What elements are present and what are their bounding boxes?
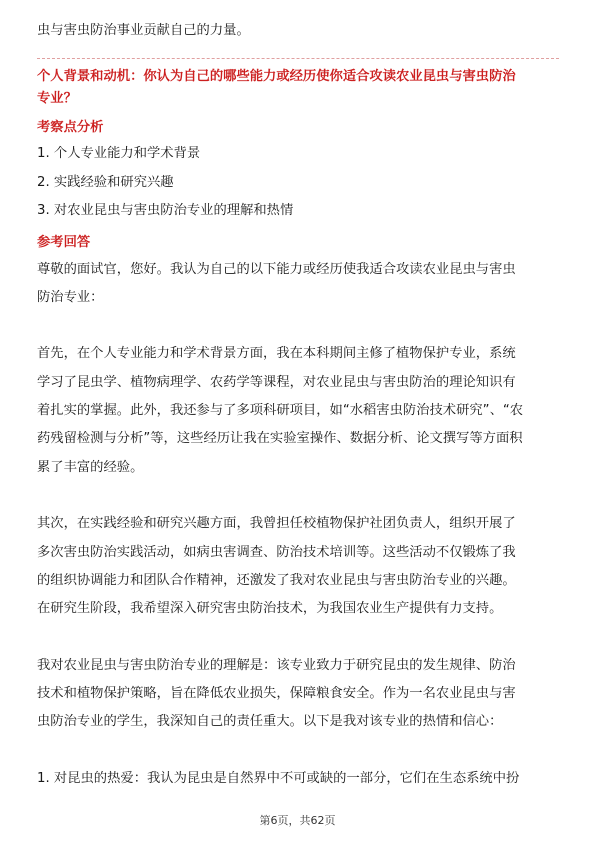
answer-p2-line: 累了丰富的经验。 — [37, 460, 144, 475]
answer-p4-line: 技术和植物保护策略，旨在降低农业损失，保障粮食安全。作为一名农业昆虫与害 — [37, 686, 516, 701]
analysis-item: 2. 实践经验和研究兴趣 — [37, 175, 174, 190]
page-number: 第6页，共62页 — [259, 814, 336, 827]
analysis-heading: 考察点分析 — [37, 120, 104, 135]
answer-p3-line: 在研究生阶段，我希望深入研究害虫防治技术，为我国农业生产提供有力支持。 — [37, 601, 503, 616]
answer-p2-line: 药残留检测与分析”等，这些经历让我在实验室操作、数据分析、论文撰写等方面积 — [37, 431, 523, 446]
analysis-item: 1. 个人专业能力和学术背景 — [37, 146, 201, 161]
intro-tail: 虫与害虫防治事业贡献自己的力量。 — [37, 23, 250, 38]
answer-p3-line: 多次害虫防治实践活动，如病虫害调查、防治技术培训等。这些活动不仅锻炼了我 — [37, 545, 516, 560]
question-line-1: 个人背景和动机：你认为自己的哪些能力或经历使你适合攻读农业昆虫与害虫防治 — [37, 69, 516, 84]
answer-p5-line: 1. 对昆虫的热爱：我认为昆虫是自然界中不可或缺的一部分，它们在生态系统中扮 — [37, 771, 520, 786]
answer-p1-line: 防治专业： — [37, 290, 104, 305]
question-divider — [37, 58, 559, 59]
analysis-item: 3. 对农业昆虫与害虫防治专业的理解和热情 — [37, 203, 294, 218]
answer-p2-line: 着扎实的掌握。此外，我还参与了多项科研项目，如“水稻害虫防治技术研究”、“农 — [37, 403, 524, 418]
answer-p4-line: 我对农业昆虫与害虫防治专业的理解是：该专业致力于研究昆虫的发生规律、防治 — [37, 658, 516, 673]
answer-p2-line: 学习了昆虫学、植物病理学、农药学等课程，对农业昆虫与害虫防治的理论知识有 — [37, 375, 516, 390]
answer-p2-line: 首先，在个人专业能力和学术背景方面，我在本科期间主修了植物保护专业，系统 — [37, 346, 516, 361]
answer-p4-line: 虫防治专业的学生，我深知自己的责任重大。以下是我对该专业的热情和信心： — [37, 714, 503, 729]
answer-p3-line: 其次，在实践经验和研究兴趣方面，我曾担任校植物保护社团负责人，组织开展了 — [37, 516, 516, 531]
answer-p3-line: 的组织协调能力和团队合作精神，还激发了我对农业昆虫与害虫防治专业的兴趣。 — [37, 573, 516, 588]
answer-p1-line: 尊敬的面试官，您好。我认为自己的以下能力或经历使我适合攻读农业昆虫与害虫 — [37, 262, 516, 277]
question-line-2: 专业？ — [37, 91, 77, 106]
answer-heading: 参考回答 — [37, 235, 91, 250]
